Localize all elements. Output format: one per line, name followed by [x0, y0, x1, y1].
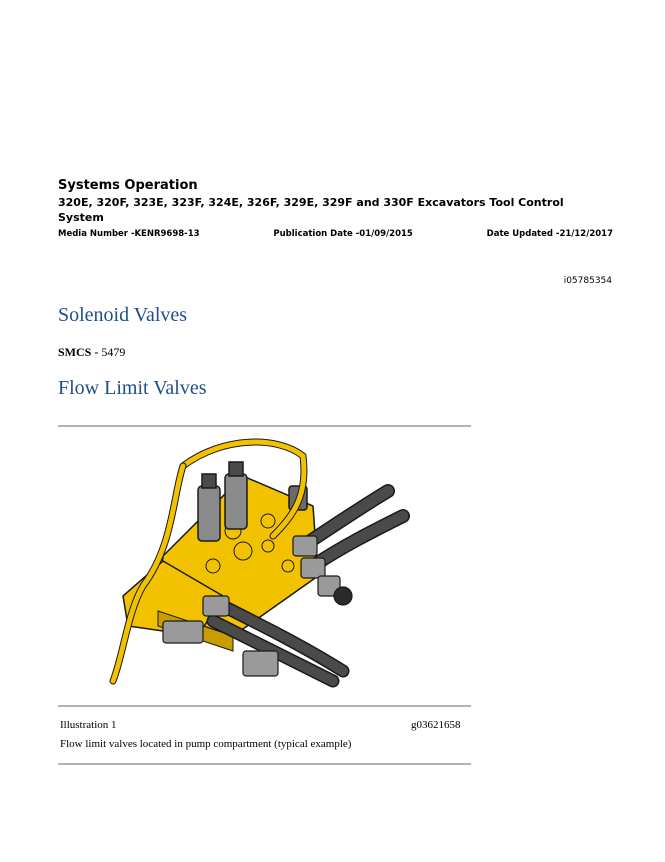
smcs-code — [58, 345, 125, 360]
publication-date: Publication Date -01/09/2015 — [273, 229, 413, 239]
metadata-row — [58, 229, 613, 239]
flow-limit-valves-illustration — [103, 436, 423, 698]
document-subtitle: 320E, 320F, 323E, 323F, 324E, 326F, 329E, 329F and 330F Excavators Tool Control System — [58, 196, 564, 224]
figure-caption-divider — [58, 705, 471, 707]
figure-top-divider — [58, 425, 471, 427]
media-number: Media Number -KENR9698-13 — [58, 229, 200, 239]
section-title: Solenoid Valves — [58, 304, 188, 326]
date-updated: Date Updated -21/12/2017 — [486, 229, 613, 239]
illustration-label: Illustration 1 — [60, 719, 117, 731]
document-header — [58, 177, 618, 239]
smcs-value: 5479 — [101, 345, 126, 359]
figure-caption: Flow limit valves located in pump compartment (typical example) — [60, 738, 352, 750]
figure-bottom-divider — [58, 763, 471, 765]
graphic-id: g03621658 — [411, 719, 461, 731]
document-type: Systems Operation — [58, 178, 198, 193]
smcs-label: SMCS - — [58, 345, 99, 359]
document-id: i05785354 — [563, 276, 612, 286]
subsection-title: Flow Limit Valves — [58, 377, 207, 399]
